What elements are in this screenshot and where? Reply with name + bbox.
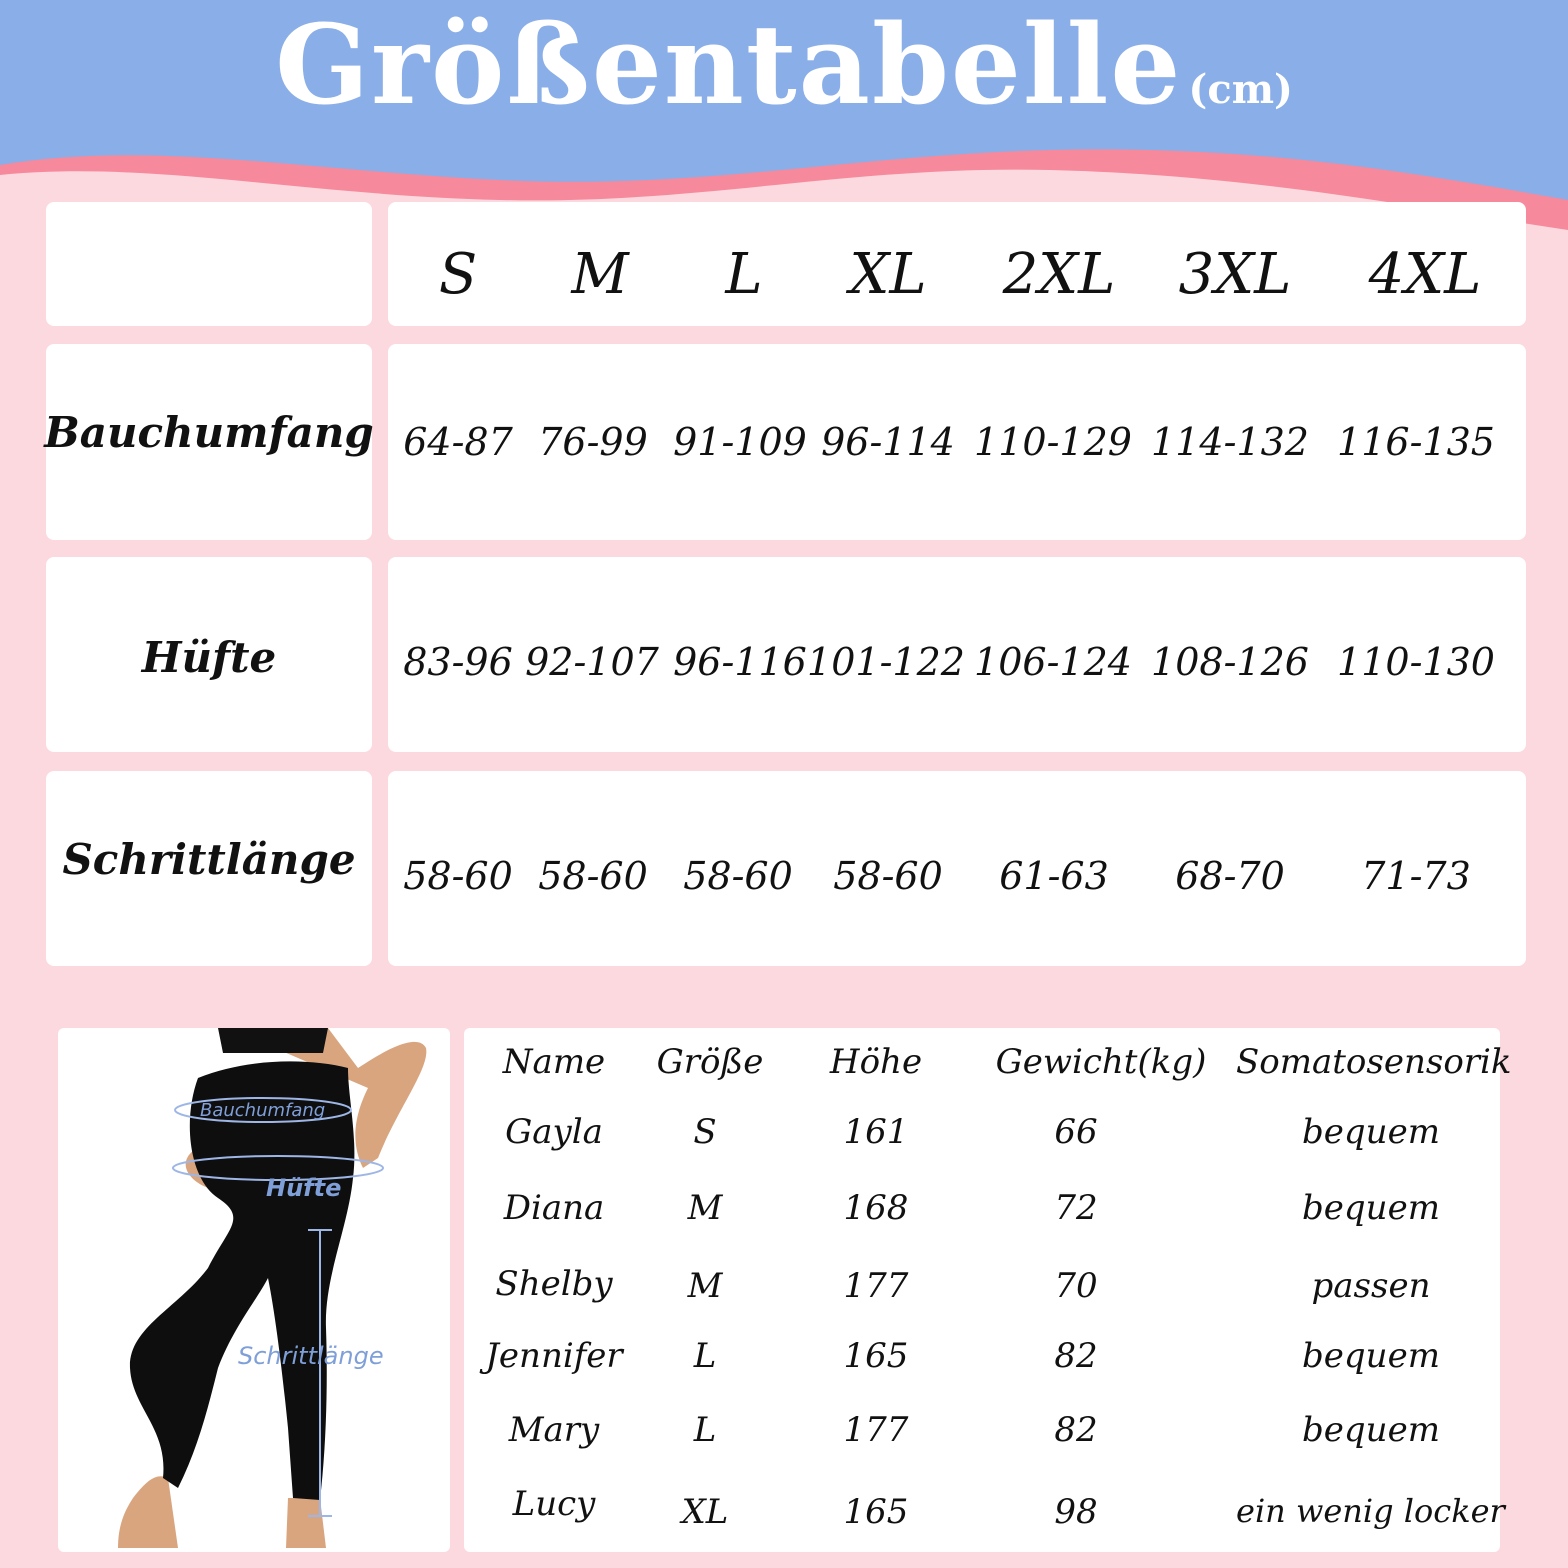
values-row-huefte — [388, 640, 1526, 690]
annotation-schrittlaenge: Schrittlänge — [238, 1342, 384, 1370]
table-cell: Mary — [508, 1410, 600, 1450]
value-cell: 91-109 — [673, 420, 807, 464]
value-cell: 101-122 — [807, 640, 965, 684]
table-cell: 72 — [1054, 1188, 1098, 1228]
value-cell: 96-116 — [673, 640, 807, 684]
table-cell: 70 — [1054, 1266, 1098, 1306]
table-cell: S — [693, 1112, 717, 1152]
column-header: Gewicht(kg) — [995, 1042, 1207, 1082]
guest-fit-table — [464, 1028, 1512, 1552]
column-header: Größe — [656, 1042, 764, 1082]
value-cell: 92-107 — [525, 640, 659, 684]
table-cell: Shelby — [495, 1264, 613, 1304]
value-cell: 61-63 — [999, 854, 1109, 898]
table-cell: M — [687, 1266, 723, 1306]
value-cell: 110-130 — [1337, 640, 1495, 684]
value-cell: 58-60 — [683, 854, 793, 898]
title-unit: (cm) — [1188, 66, 1293, 113]
table-cell: passen — [1311, 1266, 1431, 1306]
size-label: 2XL — [1002, 242, 1116, 307]
value-cell: 58-60 — [403, 854, 513, 898]
table-cell: M — [687, 1188, 723, 1228]
value-cell: 64-87 — [403, 420, 513, 464]
table-cell: 165 — [843, 1492, 909, 1532]
value-cell: 76-99 — [538, 420, 648, 464]
title-text: Größentabelle — [275, 0, 1183, 129]
value-cell: 58-60 — [833, 854, 943, 898]
table-cell: 177 — [843, 1410, 909, 1450]
size-label: M — [571, 242, 629, 307]
table-cell: bequem — [1302, 1410, 1440, 1450]
header-label-box — [46, 202, 372, 326]
values-row-schrittlaenge — [388, 854, 1526, 904]
table-cell: L — [693, 1336, 717, 1376]
annotation-bauchumfang: Bauchumfang — [200, 1100, 326, 1121]
size-label: L — [725, 242, 763, 307]
table-cell: Lucy — [512, 1484, 596, 1524]
annotation-huefte: Hüfte — [266, 1174, 342, 1202]
value-cell: 114-132 — [1151, 420, 1309, 464]
row-label-bauchumfang: Bauchumfang — [44, 407, 374, 457]
model-figure-panel — [58, 1028, 450, 1552]
value-cell: 83-96 — [403, 640, 513, 684]
values-row-bauchumfang — [388, 420, 1526, 470]
table-cell: Jennifer — [485, 1336, 623, 1376]
column-header: Somatosensorik — [1236, 1042, 1512, 1082]
page-title — [0, 0, 1568, 130]
value-cell: 68-70 — [1175, 854, 1285, 898]
table-cell: 82 — [1054, 1410, 1098, 1450]
table-cell: 82 — [1054, 1336, 1098, 1376]
size-header-row — [388, 202, 1526, 326]
table-cell: 66 — [1054, 1112, 1098, 1152]
value-cell: 106-124 — [974, 640, 1132, 684]
row-label-huefte: Hüfte — [141, 632, 277, 682]
size-label: 3XL — [1178, 242, 1292, 307]
column-header: Höhe — [829, 1042, 923, 1082]
table-cell: Diana — [503, 1188, 605, 1228]
table-cell: XL — [681, 1492, 729, 1532]
table-cell: 161 — [843, 1112, 909, 1152]
table-cell: 168 — [843, 1188, 909, 1228]
size-label: S — [438, 242, 478, 307]
value-cell: 71-73 — [1361, 854, 1471, 898]
table-cell: Gayla — [505, 1112, 603, 1152]
value-cell: 108-126 — [1151, 640, 1309, 684]
table-cell: bequem — [1302, 1336, 1440, 1376]
size-label: XL — [849, 242, 927, 307]
table-cell: L — [693, 1410, 717, 1450]
value-cell: 110-129 — [974, 420, 1132, 464]
table-cell: bequem — [1302, 1188, 1440, 1228]
value-cell: 116-135 — [1337, 420, 1495, 464]
size-label: 4XL — [1368, 242, 1482, 307]
table-cell: bequem — [1302, 1112, 1440, 1152]
column-header: Name — [502, 1042, 606, 1082]
table-cell: 165 — [843, 1336, 909, 1376]
table-cell: ein wenig locker — [1236, 1492, 1505, 1530]
table-cell: 98 — [1054, 1492, 1098, 1532]
value-cell: 58-60 — [538, 854, 648, 898]
value-cell: 96-114 — [821, 420, 955, 464]
table-cell: 177 — [843, 1266, 909, 1306]
row-label-schrittlaenge: Schrittlänge — [62, 834, 356, 884]
